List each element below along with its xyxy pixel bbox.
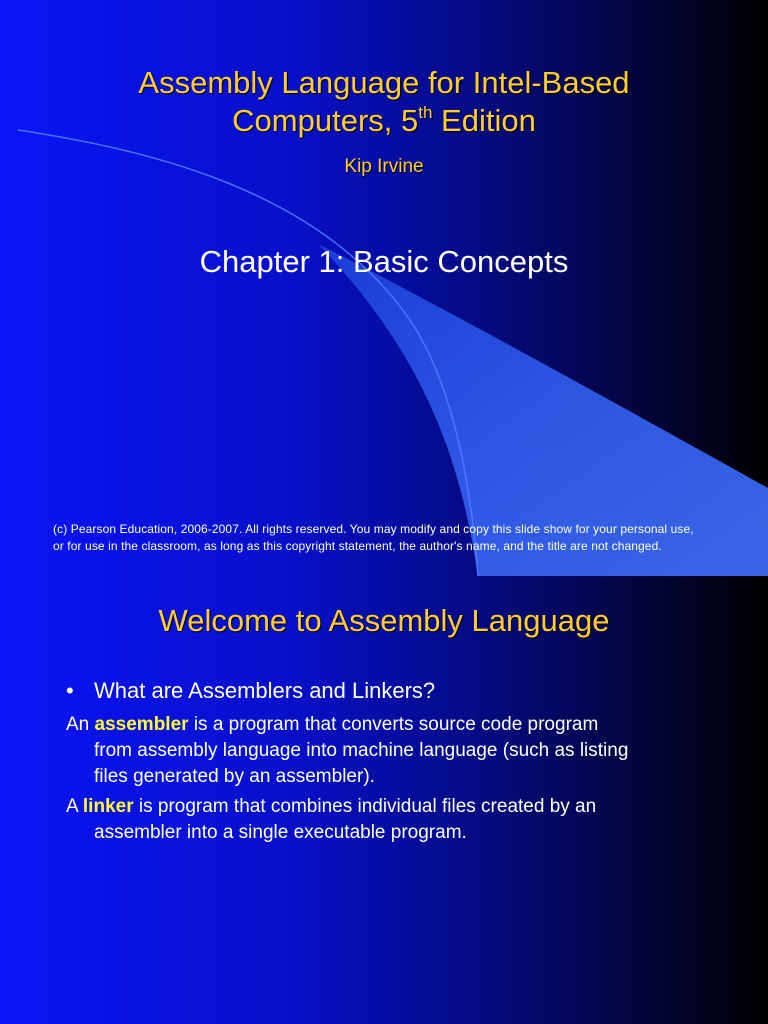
copyright-notice (53, 521, 743, 555)
assembler-paragraph (66, 712, 726, 790)
welcome-slide (0, 576, 768, 1024)
bullet-text: What are Assemblers and Linkers? (94, 678, 436, 703)
presentation-title (0, 64, 768, 140)
assembler-term: assembler (94, 714, 189, 735)
assembler-line-2: from assembly language into machine language (such as listing (94, 740, 629, 761)
linker-term: linker (82, 796, 134, 817)
assembler-article: An (66, 714, 95, 735)
bullet-item (66, 678, 435, 704)
linker-paragraph (66, 794, 726, 846)
copyright-line-1: (c) Pearson Education, 2006-2007. All rights reserved. You may modify and copy this slide show for your personal use, (53, 522, 694, 536)
linker-line-1 (66, 794, 726, 820)
assembler-line-1-rest: is a program that converts source code program (188, 714, 599, 735)
slide-title: Welcome to Assembly Language (158, 603, 610, 638)
title-line-2-end: Edition (432, 103, 536, 138)
bullet-marker: • (66, 678, 74, 703)
linker-line-2: assembler into a single executable program. (94, 822, 467, 843)
linker-line-1-rest: is program that combines individual files created by an (133, 796, 597, 817)
copyright-line-2: or for use in the classroom, as long as this copyright statement, the author's name, and the title are not changed. (53, 539, 662, 553)
title-line-1: Assembly Language for Intel-Based (138, 65, 630, 100)
assembler-line-1 (66, 712, 726, 738)
author-name: Kip Irvine (344, 156, 424, 177)
edition-superscript: th (418, 103, 433, 122)
title-line-2-start: Computers, 5 (232, 103, 419, 138)
chapter-heading: Chapter 1: Basic Concepts (199, 244, 569, 279)
linker-article: A (66, 796, 83, 817)
assembler-line-3: files generated by an assembler). (94, 766, 375, 787)
title-line-2 (0, 102, 768, 140)
